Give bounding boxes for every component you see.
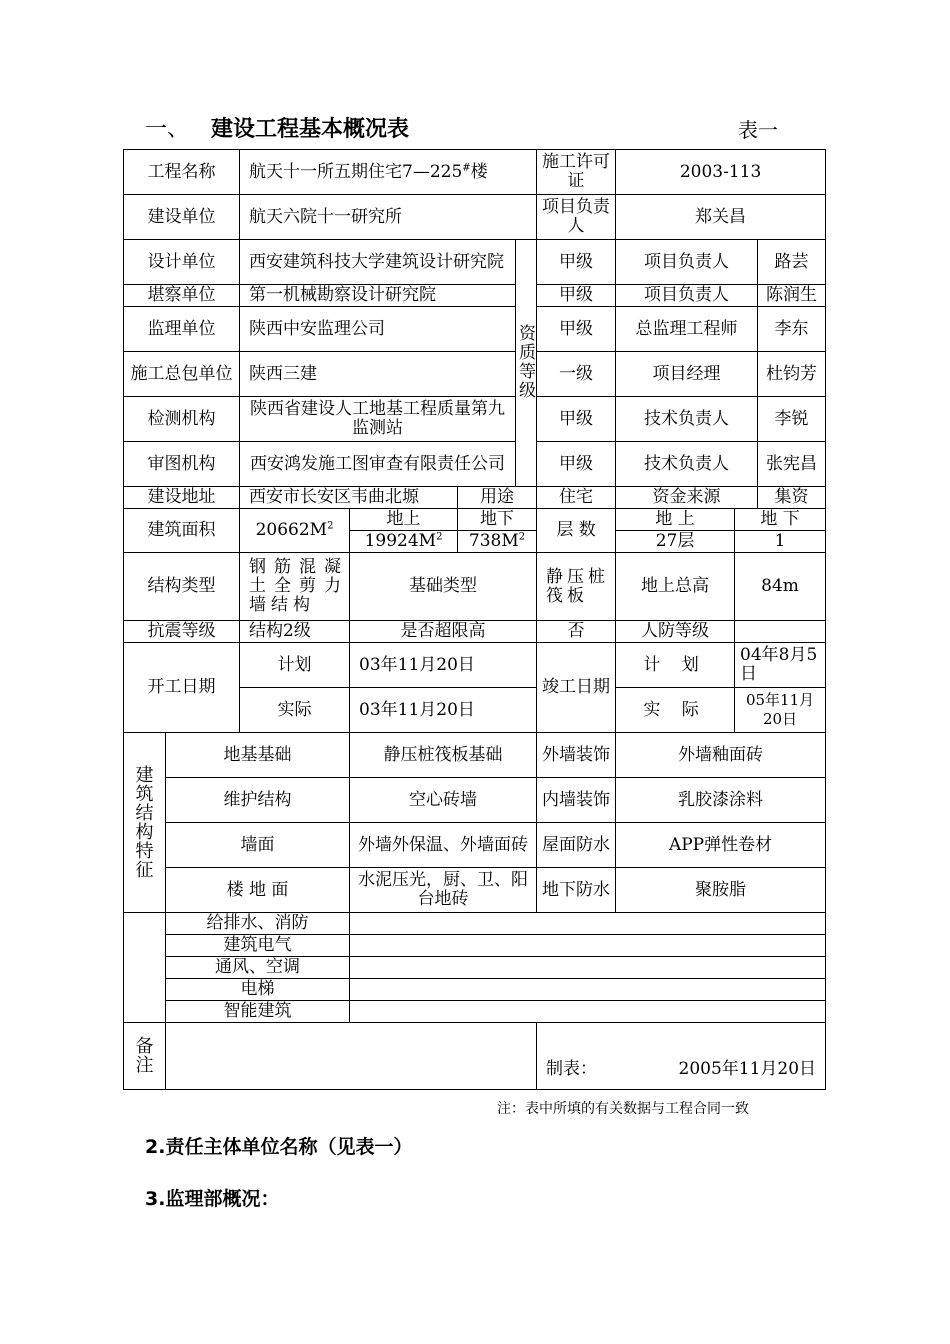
unit-person: 路芸 (758, 240, 826, 285)
table-row (124, 442, 826, 487)
total-height-label: 地上总高 (616, 553, 735, 621)
unit-name: 陕西三建 (240, 352, 516, 397)
feature-value: APP弹性卷材 (616, 823, 826, 868)
supervision-label: 监理单位 (124, 307, 240, 352)
civil-defense-value (735, 621, 826, 643)
unit-grade: 甲级 (537, 285, 616, 307)
unit-grade: 甲级 (537, 240, 616, 285)
unit-role: 技术负责人 (616, 397, 758, 442)
page-title (145, 112, 409, 143)
project-name-text: 航天十一所五期住宅7—225 (249, 161, 463, 182)
builder-label: 建设单位 (124, 195, 240, 240)
address-label: 建设地址 (124, 487, 240, 509)
project-name-sup: # (462, 161, 471, 173)
project-overview-table (123, 149, 826, 1090)
area-sup: 2 (327, 520, 334, 532)
feature-key: 屋面防水 (537, 823, 616, 868)
area-below-text: 738M (468, 531, 519, 551)
permit-value: 2003-113 (616, 150, 826, 195)
testing-label: 检测机构 (124, 397, 240, 442)
complete-actual-value: 05年11月20日 (735, 688, 826, 733)
area-above-sup: 2 (436, 531, 443, 543)
table-row (124, 397, 826, 442)
feature-value: 静压桩筏板基础 (350, 733, 537, 778)
foundation-type-label: 基础类型 (350, 553, 537, 621)
over-height-label: 是否超限高 (350, 621, 537, 643)
unit-grade: 甲级 (537, 397, 616, 442)
start-date-label: 开工日期 (124, 643, 240, 733)
area-text: 20662M (255, 520, 328, 540)
system-label: 建筑电气 (166, 935, 350, 957)
unit-role: 项目负责人 (616, 240, 758, 285)
feature-key: 维护结构 (166, 778, 350, 823)
system-value (350, 935, 826, 957)
feature-key: 墙面 (166, 823, 350, 868)
section-2-heading: 2.责任主体单位名称（见表一） (145, 1136, 413, 1158)
table-row (124, 307, 826, 352)
table-row (124, 643, 826, 688)
unit-person: 杜钧芳 (758, 352, 826, 397)
unit-grade: 一级 (537, 352, 616, 397)
unit-person: 陈润生 (758, 285, 826, 307)
system-label: 智能建筑 (166, 1001, 350, 1023)
feature-value: 聚胺脂 (616, 868, 826, 913)
table-row (124, 285, 826, 307)
floors-below-label: 地 下 (735, 509, 826, 531)
table-number: 表一 (738, 118, 778, 142)
table-row (124, 778, 826, 823)
made-date: 2005年11月20日 (678, 1059, 817, 1079)
system-label: 通风、空调 (166, 957, 350, 979)
system-value (350, 1001, 826, 1023)
start-plan-value: 03年11月20日 (350, 643, 537, 688)
start-actual-label: 实际 (240, 688, 350, 733)
complete-actual-label: 实 际 (616, 688, 735, 733)
fund-value: 集资 (758, 487, 826, 509)
seismic-value: 结构2级 (240, 621, 350, 643)
usage-label: 用途 (458, 487, 537, 509)
project-name-label: 工程名称 (124, 150, 240, 195)
permit-label: 施工许可证 (537, 150, 616, 195)
table-row (124, 823, 826, 868)
area-above-value (350, 531, 458, 553)
structure-label: 结构类型 (124, 553, 240, 621)
builder-value: 航天六院十一研究所 (240, 195, 537, 240)
area-label: 建筑面积 (124, 509, 240, 553)
unit-name: 陕西中安监理公司 (240, 307, 516, 352)
table-row (124, 621, 826, 643)
table-row (124, 150, 826, 195)
floors-above-label: 地 上 (616, 509, 735, 531)
total-height-value: 84m (735, 553, 826, 621)
table-row (124, 240, 826, 285)
pm-label: 项目负责人 (537, 195, 616, 240)
feature-key: 楼 地 面 (166, 868, 350, 913)
unit-role: 项目负责人 (616, 285, 758, 307)
table-row (124, 957, 826, 979)
feature-value: 外墙外保温、外墙面砖 (350, 823, 537, 868)
unit-role: 总监理工程师 (616, 307, 758, 352)
complete-plan-value: 04年8月5日 (735, 643, 826, 688)
system-value (350, 913, 826, 935)
table-row (124, 195, 826, 240)
unit-person: 李东 (758, 307, 826, 352)
qualification-label: 资质等级 (516, 240, 537, 487)
unit-name: 第一机械勘察设计研究院 (240, 285, 516, 307)
project-name-value (240, 150, 537, 195)
floors-above-value: 27层 (616, 531, 735, 553)
design-label: 设计单位 (124, 240, 240, 285)
unit-person: 张宪昌 (758, 442, 826, 487)
table-row (124, 1023, 826, 1090)
table-note: 注：表中所填的有关数据与工程合同一致 (497, 1101, 749, 1117)
foundation-type-value: 静压桩筏板 (537, 553, 616, 621)
area-below-label: 地下 (458, 509, 537, 531)
table-row (124, 733, 826, 778)
unit-name: 陕西省建设人工地基工程质量第九监测站 (240, 397, 516, 442)
usage-value: 住宅 (537, 487, 616, 509)
system-value (350, 957, 826, 979)
unit-role: 项目经理 (616, 352, 758, 397)
unit-person: 李锐 (758, 397, 826, 442)
remark-content (166, 1023, 537, 1090)
floors-label: 层 数 (537, 509, 616, 553)
unit-name: 西安建筑科技大学建筑设计研究院 (240, 240, 516, 285)
features-label: 建筑结构特征 (124, 733, 166, 913)
table-row (124, 352, 826, 397)
remark-label: 备注 (124, 1023, 166, 1090)
area-above-text: 19924M (364, 531, 437, 551)
over-height-value: 否 (537, 621, 616, 643)
system-label: 给排水、消防 (166, 913, 350, 935)
unit-name: 西安鸿发施工图审查有限责任公司 (240, 442, 516, 487)
systems-blank (124, 913, 166, 1023)
feature-value: 外墙釉面砖 (616, 733, 826, 778)
contractor-label: 施工总包单位 (124, 352, 240, 397)
feature-value: 乳胶漆涂料 (616, 778, 826, 823)
feature-key: 地基基础 (166, 733, 350, 778)
unit-role: 技术负责人 (616, 442, 758, 487)
complete-date-label: 竣工日期 (537, 643, 616, 733)
start-actual-value: 03年11月20日 (350, 688, 537, 733)
table-row (124, 487, 826, 509)
table-row (124, 935, 826, 957)
section-3-heading: 3.监理部概况： (145, 1188, 280, 1210)
table-row (124, 913, 826, 935)
address-value: 西安市长安区韦曲北塬 (240, 487, 458, 509)
project-name-tail: 楼 (470, 161, 488, 182)
table-row (124, 509, 826, 531)
area-below-sup: 2 (518, 531, 526, 543)
made-label: 制表： (546, 1059, 598, 1079)
area-value (240, 509, 350, 553)
structure-value: 钢筋混凝土全剪力墙结构 (240, 553, 350, 621)
fund-label: 资金来源 (616, 487, 758, 509)
feature-key: 外墙装饰 (537, 733, 616, 778)
table-row (124, 979, 826, 1001)
title-text: 建设工程基本概况表 (211, 117, 410, 142)
title-number: 一、 (145, 117, 190, 142)
table-row (124, 553, 826, 621)
table-row (124, 868, 826, 913)
unit-grade: 甲级 (537, 442, 616, 487)
unit-grade: 甲级 (537, 307, 616, 352)
pm-value: 郑关昌 (616, 195, 826, 240)
floors-below-value: 1 (735, 531, 826, 553)
civil-defense-label: 人防等级 (616, 621, 735, 643)
start-plan-label: 计划 (240, 643, 350, 688)
area-below-value (458, 531, 537, 553)
made-by-cell (537, 1023, 826, 1090)
seismic-label: 抗震等级 (124, 621, 240, 643)
table-row (124, 1001, 826, 1023)
complete-plan-label: 计 划 (616, 643, 735, 688)
feature-value: 空心砖墙 (350, 778, 537, 823)
review-label: 审图机构 (124, 442, 240, 487)
system-value (350, 979, 826, 1001)
area-above-label: 地上 (350, 509, 458, 531)
survey-label: 堪察单位 (124, 285, 240, 307)
feature-key: 地下防水 (537, 868, 616, 913)
feature-key: 内墙装饰 (537, 778, 616, 823)
system-label: 电梯 (166, 979, 350, 1001)
feature-value: 水泥压光，厨、卫、阳台地砖 (350, 868, 537, 913)
